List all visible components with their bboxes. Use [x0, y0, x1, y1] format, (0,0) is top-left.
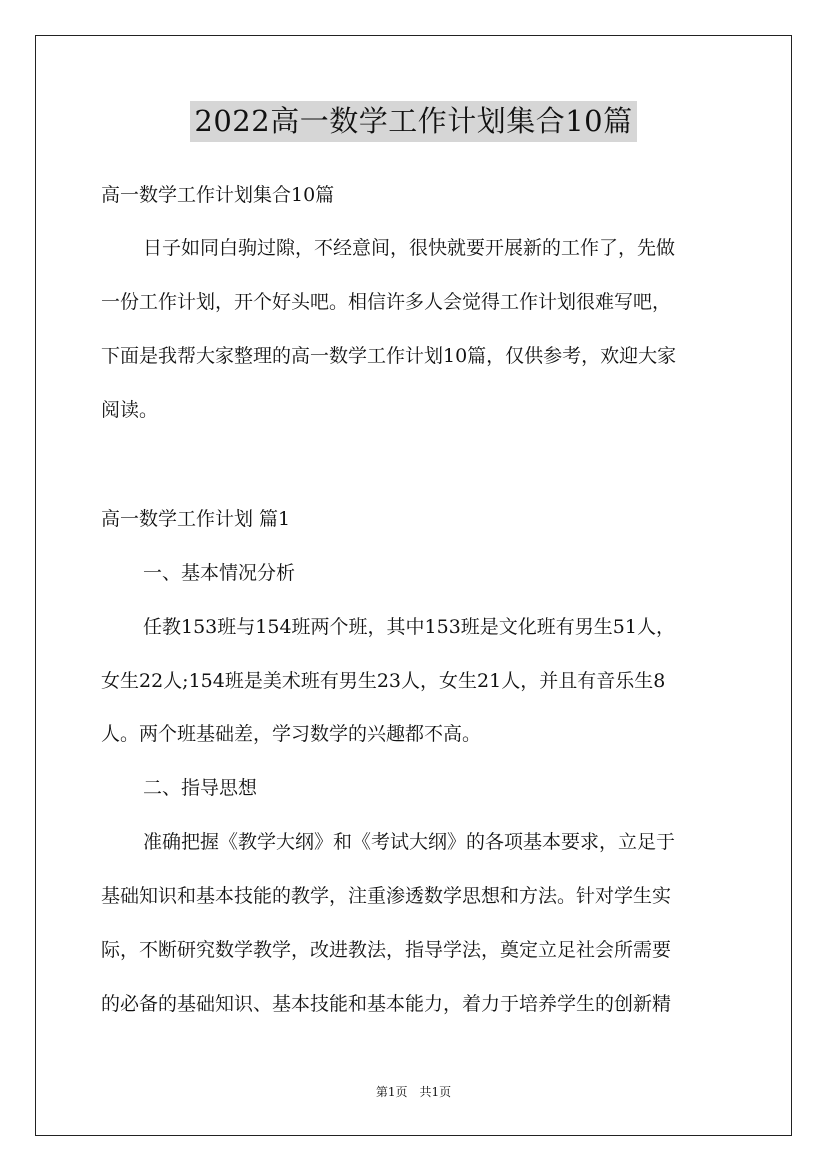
situation-paragraph-line-1: 任教153班与154班两个班，其中153班是文化班有男生51人， — [143, 616, 675, 638]
guiding-paragraph-line-3: 际，不断研究数学教学，改进教法，指导学法，奠定立足社会所需要 — [101, 939, 672, 961]
intro-paragraph-line-1: 日子如同白驹过隙，不经意间，很快就要开展新的工作了，先做 — [143, 237, 676, 259]
subtitle-line: 高一数学工作计划集合10篇 — [101, 184, 335, 206]
intro-paragraph-line-3: 下面是我帮大家整理的高一数学工作计划10篇，仅供参考，欢迎大家 — [101, 345, 677, 367]
section-heading: 高一数学工作计划 篇1 — [101, 508, 291, 530]
guiding-paragraph-line-1: 准确把握《教学大纲》和《考试大纲》的各项基本要求，立足于 — [143, 831, 676, 853]
intro-paragraph-line-2: 一份工作计划，开个好头吧。相信许多人会觉得工作计划很难写吧， — [101, 291, 672, 313]
page-footer: 第1页 共1页 — [375, 1085, 452, 1099]
guiding-paragraph-line-2: 基础知识和基本技能的教学，注重渗透数学思想和方法。针对学生实 — [101, 885, 672, 907]
intro-paragraph-line-4: 阅读。 — [101, 399, 159, 421]
document-title — [0, 101, 827, 142]
situation-paragraph-line-3: 人。两个班基础差，学习数学的兴趣都不高。 — [101, 723, 482, 745]
subheading-guiding-thought: 二、指导思想 — [143, 777, 258, 799]
document-title-text: 2022高一数学工作计划集合10篇 — [190, 101, 636, 142]
situation-paragraph-line-2: 女生22人;154班是美术班有男生23人，女生21人，并且有音乐生8 — [101, 670, 666, 692]
guiding-paragraph-line-4: 的必备的基础知识、基本技能和基本能力，着力于培养学生的创新精 — [101, 993, 672, 1015]
subheading-basic-situation: 一、基本情况分析 — [143, 562, 296, 584]
